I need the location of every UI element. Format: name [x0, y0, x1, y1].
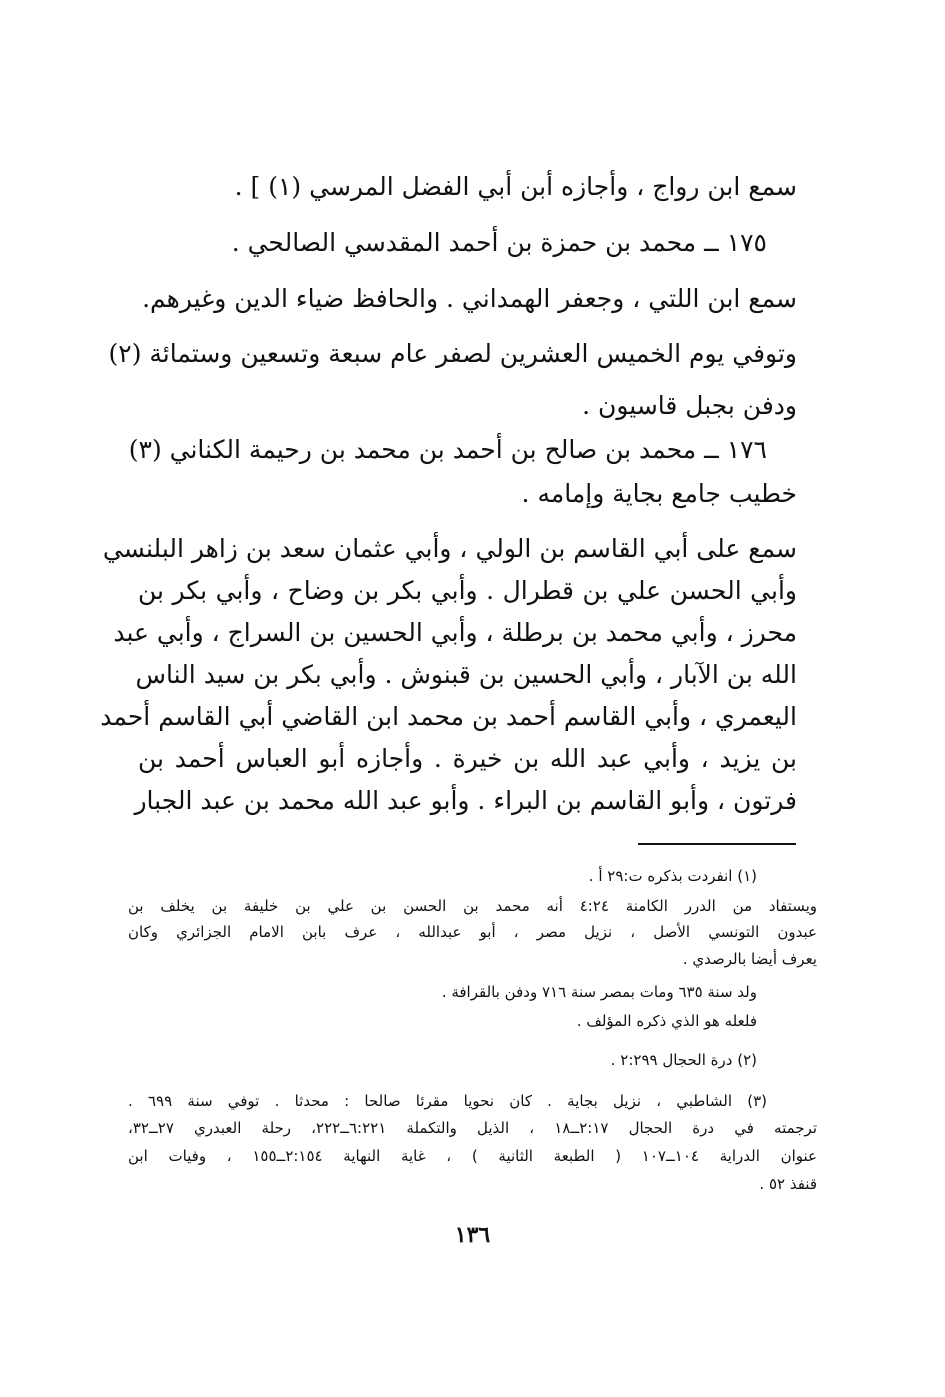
body-line-3: سمع ابن اللتي ، وجعفر الهمداني . والحافظ ضياء الدين وغيرهم. — [142, 284, 797, 313]
footnote-1-line-3: عبدون التونسي الأصل ، نزيل مصر ، أبو عبدالله ، عرف بابن الامام الجزائري وكان — [128, 923, 817, 941]
footnote-3: (٣) الشاطبي ، نزيل بجاية . كان نحويا مقرئا صالحا : محدثا . توفي سنة ٦٩٩ . — [128, 1092, 767, 1110]
body-line-4: وتوفي يوم الخميس العشرين لصفر عام سبعة وتسعين وستمائة (٢) — [108, 339, 797, 368]
body-line-1: سمع ابن رواج ، وأجازه أبن أبي الفضل المرسي (١) ] . — [234, 172, 797, 201]
footnote-1-line-5: ولد سنة ٦٣٥ ومات بمصر سنة ٧١٦ ودفن بالقرافة . — [441, 983, 757, 1001]
footnote-3-line-2: ترجمته في درة الحجال ٢:١٧ــ١٨ ، الذيل والتكملة ٦:٢٢١ــ٢٢٢، رحلة العبدري ٢٧ــ٣٢، — [128, 1119, 817, 1137]
footnote-1-line-6: فلعله هو الذي ذكره المؤلف . — [576, 1012, 757, 1030]
entry-heading-176: ١٧٦ ــ محمد بن صالح بن أحمد بن محمد بن رحيمة الكناني (٣) — [128, 435, 767, 464]
body-line-11: الله بن الآبار ، وأبي الحسين بن قبنوش . وأبي بكر بن سيد الناس — [135, 660, 797, 689]
footnote-3-line-3: عنوان الدراية ١٠٤ــ١٠٧ ( الطبعة الثانية ) ، غاية النهاية ٢:١٥٤ــ١٥٥ ، وفيات ابن — [128, 1147, 817, 1165]
body-line-5: ودفن بجبل قاسيون . — [582, 391, 797, 420]
footnote-2: (٢) درة الحجال ٢:٢٩٩ . — [610, 1051, 757, 1069]
entry-heading-175: ١٧٥ ــ محمد بن حمزة بن أحمد المقدسي الصالحي . — [231, 228, 767, 257]
body-line-13: بن يزيد ، وأبي عبد الله بن خيرة . وأجازه أبو العباس أحمد بن — [138, 744, 797, 773]
body-line-14: فرتون ، وأبو القاسم بن البراء . وأبو عبد الله محمد بن عبد الجبار — [134, 786, 797, 815]
footnote-1: (١) انفردت بذكره ت:٢٩ أ . — [588, 867, 757, 885]
body-line-12: اليعمري ، وأبي القاسم أحمد بن محمد ابن القاضي أبي القاسم أحمد — [100, 702, 797, 731]
footnote-3-line-4: قنفذ ٥٢ . — [759, 1175, 817, 1193]
footnote-separator — [638, 843, 796, 845]
footnote-1-line-4: يعرف أيضا بالرصدي . — [682, 950, 817, 968]
body-line-9: وأبي الحسن علي بن قطرال . وأبي بكر بن وضاح ، وأبي بكر بن — [138, 576, 797, 605]
body-line-7: خطيب جامع بجاية وإمامه . — [521, 479, 797, 508]
body-line-8: سمع على أبي القاسم بن الولي ، وأبي عثمان سعد بن زاهر البلنسي — [102, 534, 797, 563]
footnote-1-line-2: ويستفاد من الدرر الكامنة ٤:٢٤ أنه محمد بن الحسن بن علي بن خليفة بن يخلف بن — [128, 897, 817, 915]
body-line-10: محرز ، وأبي محمد بن برطلة ، وأبي الحسين بن السراج ، وأبي عبد — [113, 618, 797, 647]
page-number: ١٣٦ — [454, 1222, 491, 1248]
